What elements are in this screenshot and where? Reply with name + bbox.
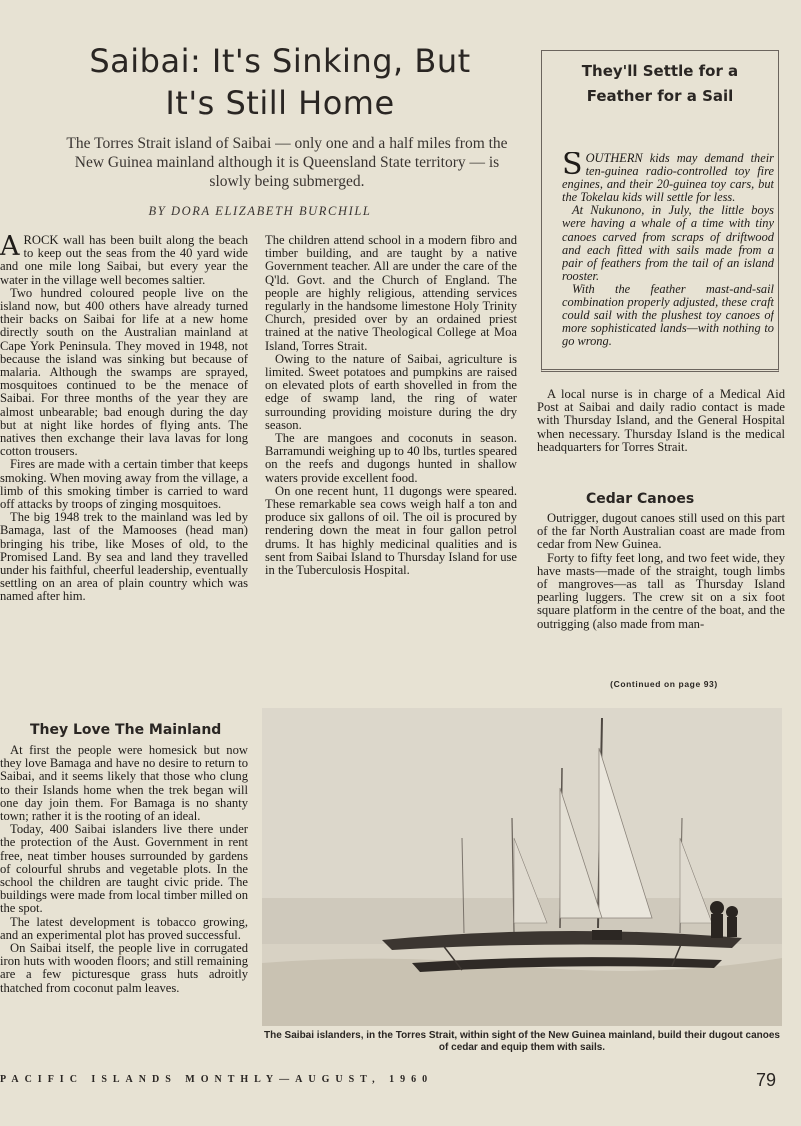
paragraph: At Nukunono, in July, the little boys were having a whale of a time with tiny canoes carved from scraps of driftwood and each fitted with sails made from a pair of feathers from the tail of an island rooster. [562, 203, 774, 283]
paragraph [0, 234, 248, 287]
paragraph-text: OUTHERN kids may demand their ten-guinea radio-controlled toy fire engines, and their 20-guinea toy cars, but the Tokelau kids will settle for less. [562, 152, 774, 205]
continued-notice: (Continued on page 93) [610, 679, 718, 689]
sidebar-body [562, 152, 774, 372]
page-number: 79 [756, 1070, 777, 1090]
sidebar-title-line2: Feather for a Sail [586, 87, 734, 105]
paragraph: A local nurse is in charge of a Medical Aid Post at Saibai and daily radio contact is made with Thursday Island, and the General Hospital when necessary. Thursday Island is the medical headquarters for Torres Strait. [537, 388, 785, 454]
article-title [40, 40, 520, 124]
canoe-photo [262, 708, 782, 1026]
article-column-2 [265, 234, 517, 689]
paragraph: Today, 400 Saibai islanders live there under the protection of the Aust. Government in rent free, neat timber houses surrounded by gardens of colourful shrubs and vegetable plots. In the school the children are taught civic pride. The buildings were made from local timber milled on the spot. [0, 822, 248, 916]
paragraph: The are mangoes and coconuts in season. Barramundi weighing up to 40 lbs, turtles speared on the reefs and dugongs hunted in shallow waters provide excellent food. [265, 431, 517, 485]
drop-cap: A [0, 234, 20, 262]
subhead-cedar-canoes: Cedar Canoes [586, 491, 695, 507]
subhead-mainland: They Love The Mainland [30, 722, 222, 738]
paragraph: The latest development is tobacco growing, and an experimental plot has proved successful. [0, 914, 248, 942]
canoe-photo-image [262, 708, 782, 1026]
paragraph: On Saibai itself, the people live in corrugated iron huts with wooden floors; and still remaining are a few picturesque grass huts adroitly thatched from coconut palm leaves. [0, 941, 248, 995]
paragraph: With the feather mast-and-sail combination properly adjusted, these craft could sail with the plushest toy canoes of more sophisticated lands—with nothing to go wrong. [562, 281, 774, 349]
drop-cap: S [562, 152, 583, 182]
paragraph: Owing to the nature of Saibai, agriculture is limited. Sweet potatoes and pumpkins are raised on elevated plots of earth shovelled in from the edge of swamp land, the ring of water surrounding providing moisture during the dry season. [265, 351, 517, 432]
paragraph [562, 152, 774, 204]
paragraph-text: ROCK wall has been built along the beach to keep out the seas from the 40 yard wide and one mile long Saibai, but every year the water in the village well becomes saltier. [0, 234, 248, 287]
sidebar-box [541, 50, 779, 372]
paragraph: Forty to fifty feet long, and two feet wide, they have masts—made of the straight, tough limbs of mangroves—as tall as Thursday Island pearling luggers. The crew sit on a six foot square platform in the centre of the boat, and the outrigging (also made from man- [537, 550, 785, 631]
article-title-line1: Saibai: It's Sinking, But [89, 42, 471, 80]
article-column-4 [537, 388, 785, 478]
article-column-5 [537, 512, 785, 670]
sidebar-title-line1: They'll Settle for a [581, 62, 739, 80]
article-byline: BY DORA ELIZABETH BURCHILL [148, 204, 372, 218]
article-column-1 [0, 234, 248, 712]
paragraph: Outrigger, dugout canoes still used on this part of the far North Australian coast are made from cedar from New Guinea. [537, 512, 785, 552]
paragraph: On one recent hunt, 11 dugongs were speared. These remarkable sea cows weigh half a ton and produce six gallons of oil. The oil is procured by rendering down the meat in four gallon petrol drums. It has highly medicinal qualities and is sent from Saibai Island to Thursday Island for use in the Tuberculosis Hospital. [265, 483, 517, 578]
article-title-line2: It's Still Home [165, 84, 395, 122]
paragraph: At first the people were homesick but now they love Bamaga and have no desire to return to Saibai, and it seems likely that those who clung to their Islands home when the trek began will one day join them. For Bamaga is no shanty town; rather it is the rooting of an ideal. [0, 744, 248, 824]
article-deck: The Torres Strait island of Saibai — only one and a half miles from the New Guinea mainland although it is Queensland State territory — is slowly being submerged. [66, 135, 508, 190]
article-column-3 [0, 744, 248, 1069]
paragraph: Two hundred coloured people live on the island now, but 400 others have already turned their backs on Saibai for life at a new home directly south on the Australian mainland at Cape York Peninsula. They moved in 1948, not because the island was sinking but because of malaria. Although the swamps are sprayed, mosquitoes continued to be the menace of Saibai. For three months of the year they are almost unbearable; bad enough during the day but at night like hordes of flying ants. The natives then exchange their lava lavas for long cotton trousers. [0, 285, 248, 459]
photo-caption: The Saibai islanders, in the Torres Strait, within sight of the New Guinea mainland, build their dugout canoes of cedar and equip them with sails. [264, 1030, 780, 1053]
paragraph: Fires are made with a certain timber that keeps smoking. When moving away from the village, a limb of this smoking timber is carried to ward off attacks by troops of zinging mosquitoes. [0, 457, 248, 512]
sidebar-title [542, 59, 778, 109]
paragraph: The children attend school in a modern fibro and timber building, and are taught by a native Government teacher. All are under the care of the Q'ld. Govt. and the Church of England. The people are highly religious, attending services regularly in the handsome limestone Holy Trinity Church, presided over by an ordained priest trained at the native Theological College at Moa Island, Torres Strait. [265, 234, 517, 353]
masthead-footer: PACIFIC ISLANDS MONTHLY—AUGUST, 1960 [0, 1074, 434, 1085]
paragraph: The big 1948 trek to the mainland was led by Bamaga, last of the Mamooses (head man) bringing his tribe, like Moses of old, to the Promised Land. By sea and land they travelled under his faithful, cheerful leadership, eventually settling on an area of plain country which was named after him. [0, 510, 248, 604]
